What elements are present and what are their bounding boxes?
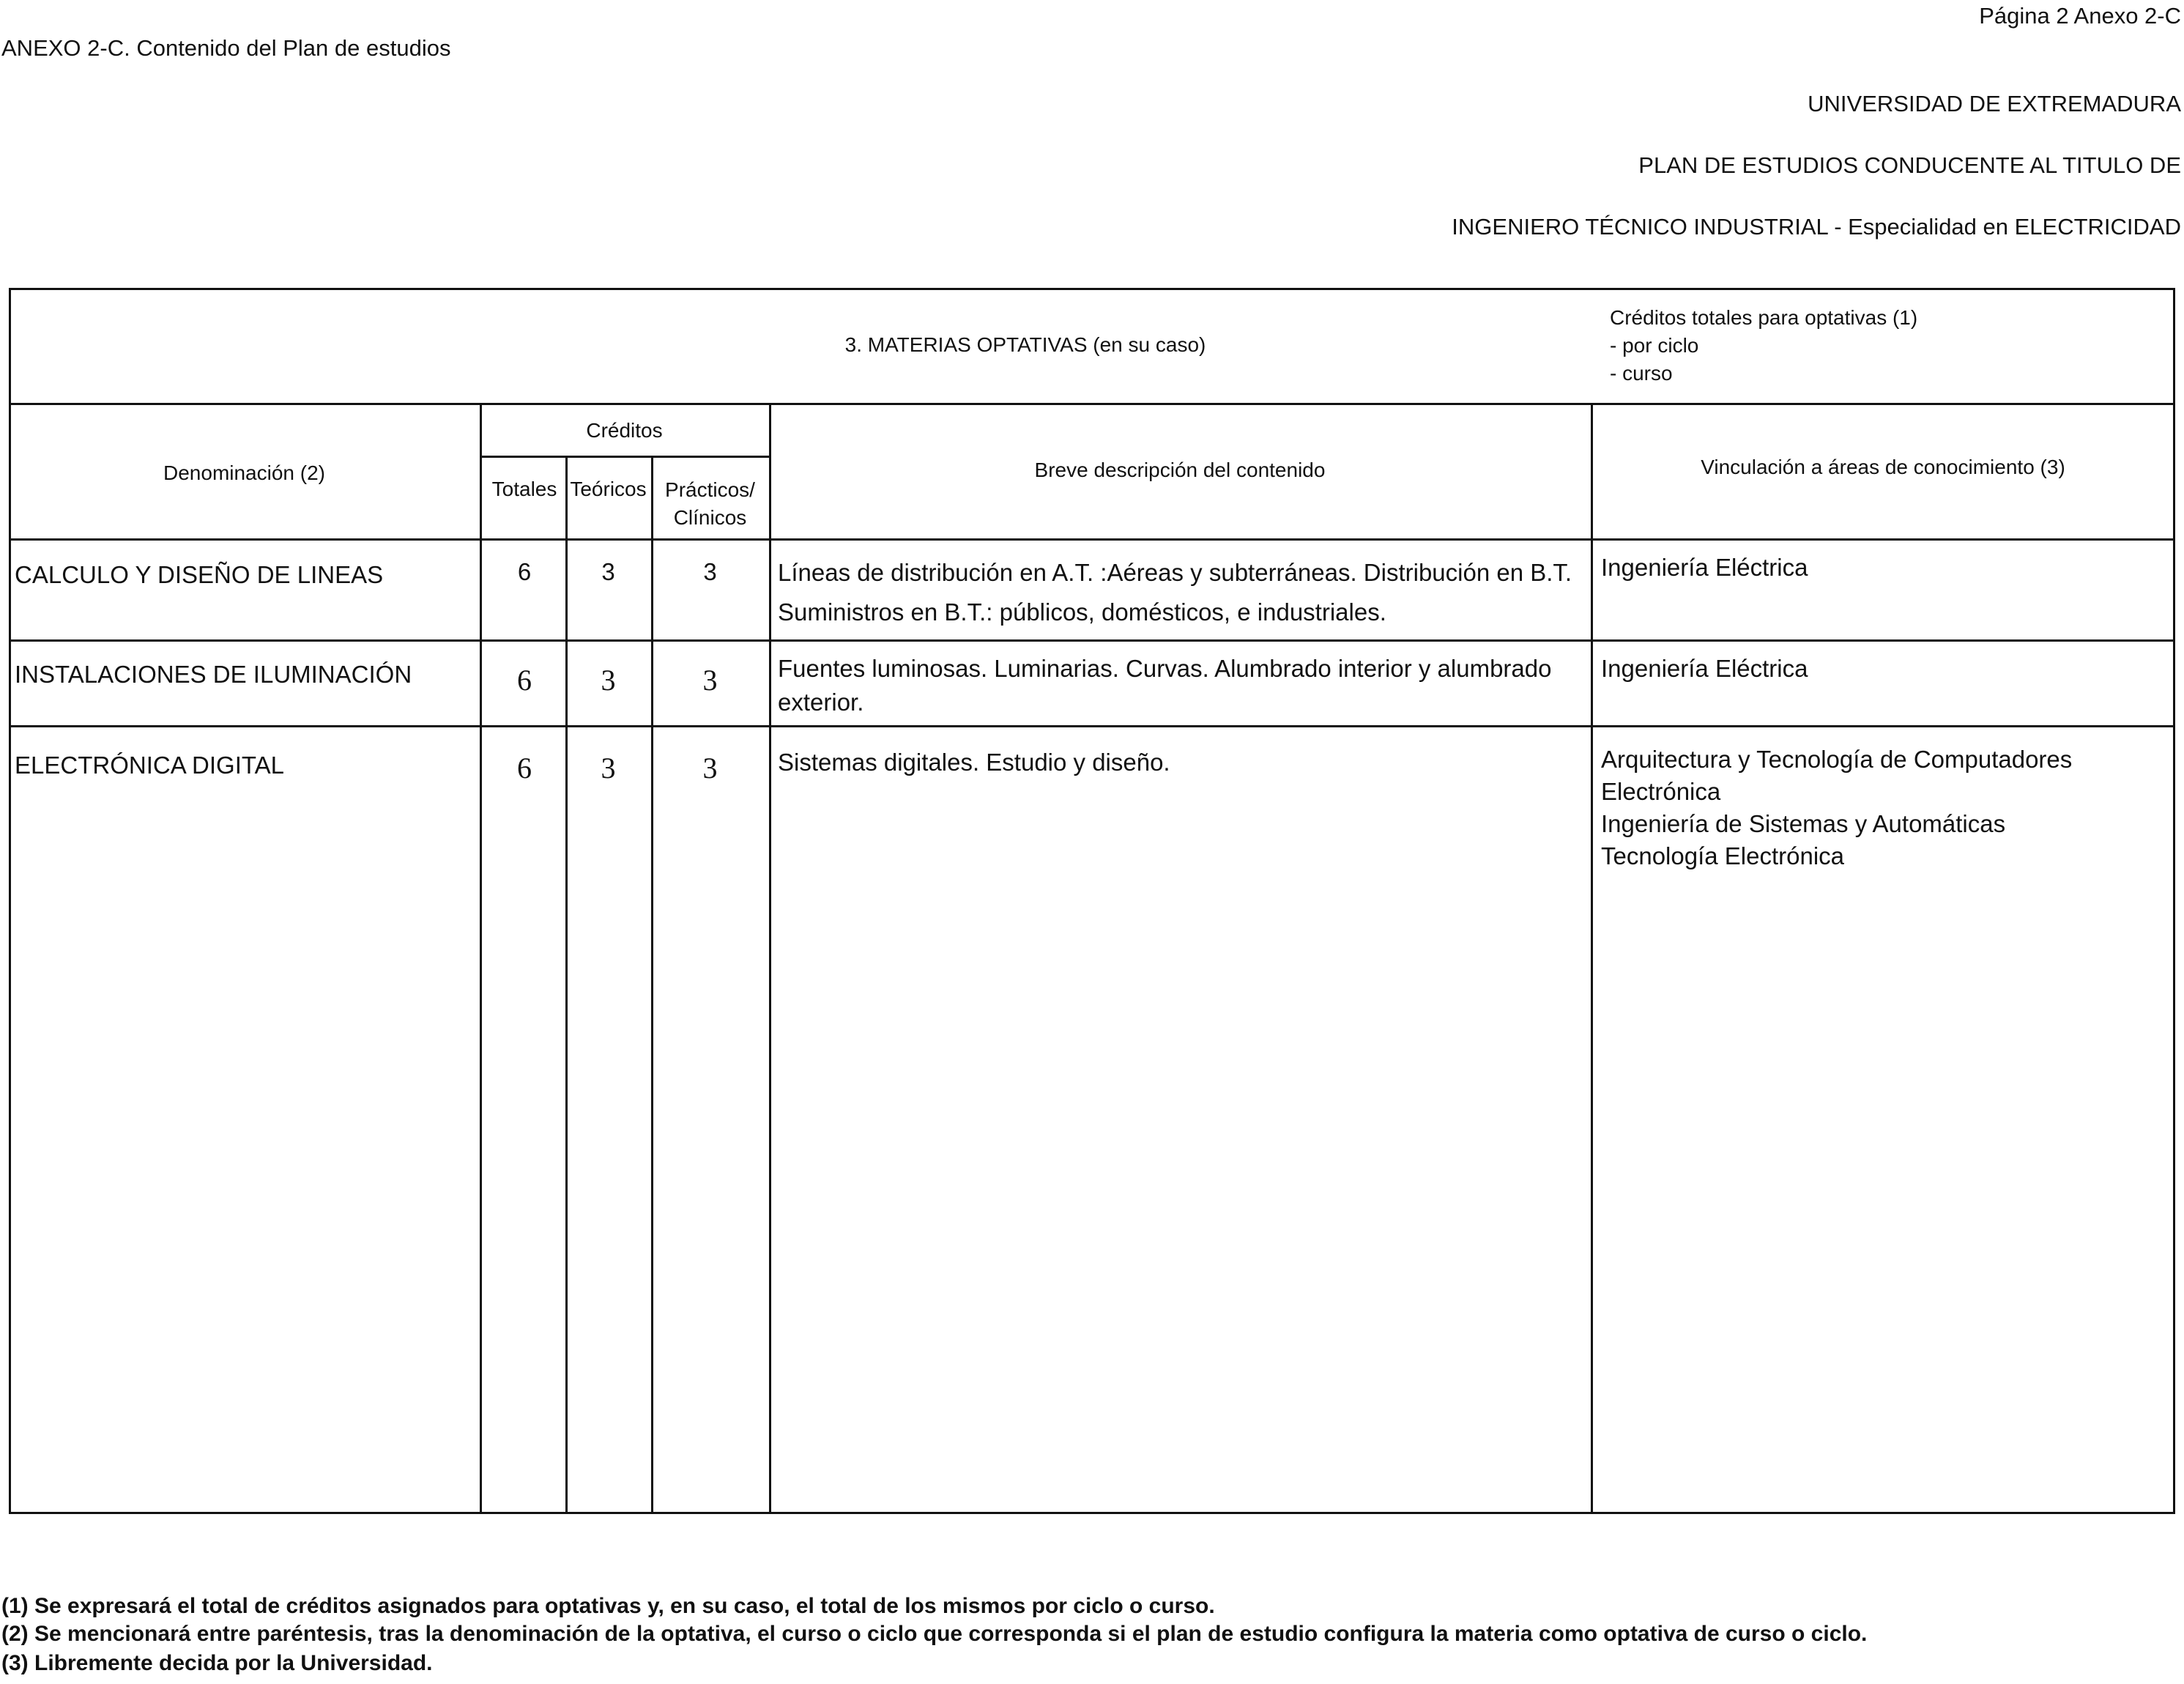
col-credits-header: Créditos xyxy=(586,419,663,442)
row3-practice: 3 xyxy=(702,752,718,784)
row3-theory: 3 xyxy=(601,752,616,784)
rule-credits-sub xyxy=(480,456,769,458)
credits-total-note xyxy=(1610,304,1917,387)
row1-area-1: Ingeniería Eléctrica xyxy=(1601,554,1808,581)
footnote-1: (1) Se expresará el total de créditos asignados para optativas y, en su caso, el total de los mismos por ciclo o curso. xyxy=(1,1594,1215,1618)
col-description-header: Breve descripción del contenido xyxy=(1034,459,1326,481)
row1-desc-line2: Suministros en B.T.: públicos, domésticos, e industriales. xyxy=(778,598,1386,626)
rule-row1-bottom xyxy=(9,639,2175,642)
footnote-2: (2) Se mencionará entre paréntesis, tras la denominación de la optativa, el curso o ciclo que corresponda si el plan de estudio configura la materia como optativa de curso o ciclo. xyxy=(1,1622,1868,1646)
rule-col-desc xyxy=(1591,403,1593,1514)
rule-row2-bottom xyxy=(9,725,2175,727)
row2-areas xyxy=(1601,652,1808,686)
col-practice-line1: Prácticos/ xyxy=(665,478,755,501)
row1-description xyxy=(778,553,1572,632)
row1-totals: 6 xyxy=(517,558,532,585)
col-practice-line2: Clínicos xyxy=(673,506,747,529)
rule-col-practice xyxy=(769,403,771,1514)
rule-col-totals xyxy=(565,456,568,1514)
rule-colheads-bottom xyxy=(9,538,2175,541)
row2-totals: 6 xyxy=(517,664,532,697)
footnote-3: (3) Libremente decida por la Universidad. xyxy=(1,1651,433,1675)
col-practice-header xyxy=(651,476,769,532)
row2-description xyxy=(778,652,1551,719)
rule-col-theory xyxy=(651,456,653,1514)
page-number: Página 2 Anexo 2-C xyxy=(1979,3,2181,29)
row1-areas xyxy=(1601,551,1808,585)
col-totals-header: Totales xyxy=(491,478,557,500)
rule-col-name xyxy=(480,403,482,1514)
row2-practice: 3 xyxy=(702,664,718,697)
row3-desc-line1: Sistemas digitales. Estudio y diseño. xyxy=(778,749,1170,776)
row3-area-4: Tecnología Electrónica xyxy=(1601,842,1845,869)
row3-areas xyxy=(1601,743,2072,872)
row2-desc-line1: Fuentes luminosas. Luminarias. Curvas. Alumbrado interior y alumbrado xyxy=(778,655,1552,682)
row2-theory: 3 xyxy=(601,664,616,697)
row1-theory: 3 xyxy=(601,558,615,585)
row2-area-1: Ingeniería Eléctrica xyxy=(1601,655,1808,682)
rule-header-bottom xyxy=(9,403,2175,405)
row3-name: ELECTRÓNICA DIGITAL xyxy=(15,752,284,779)
credits-note-line3: - curso xyxy=(1610,362,1673,385)
col-name-header: Denominación (2) xyxy=(163,461,325,484)
row1-name: CALCULO Y DISEÑO DE LINEAS xyxy=(15,561,384,588)
col-theory-header: Teóricos xyxy=(570,478,647,500)
row3-area-1: Arquitectura y Tecnología de Computadores xyxy=(1601,746,2073,773)
degree-title: INGENIERO TÉCNICO INDUSTRIAL - Especialidad en ELECTRICIDAD xyxy=(1452,214,2181,240)
row3-area-3: Ingeniería de Sistemas y Automáticas xyxy=(1601,810,2006,837)
credits-note-line1: Créditos totales para optativas (1) xyxy=(1610,306,1918,329)
credits-note-line2: - por ciclo xyxy=(1610,334,1699,357)
row1-desc-line1: Líneas de distribución en A.T. :Aéreas y subterráneas. Distribución en B.T. xyxy=(778,559,1572,586)
row1-practice: 3 xyxy=(703,558,717,585)
row3-totals: 6 xyxy=(517,752,532,784)
row3-area-2: Electrónica xyxy=(1601,778,1721,805)
row2-name: INSTALACIONES DE ILUMINACIÓN xyxy=(15,661,412,688)
row3-description xyxy=(778,746,1170,779)
section-title: 3. MATERIAS OPTATIVAS (en su caso) xyxy=(844,333,1206,356)
university-name: UNIVERSIDAD DE EXTREMADURA xyxy=(1808,91,2181,116)
plan-title: PLAN DE ESTUDIOS CONDUCENTE AL TITULO DE xyxy=(1638,152,2181,178)
col-areas-header: Vinculación a áreas de conocimiento (3) xyxy=(1701,456,2065,478)
annex-title: ANEXO 2-C. Contenido del Plan de estudios xyxy=(1,35,451,61)
row2-desc-line2: exterior. xyxy=(778,689,864,716)
